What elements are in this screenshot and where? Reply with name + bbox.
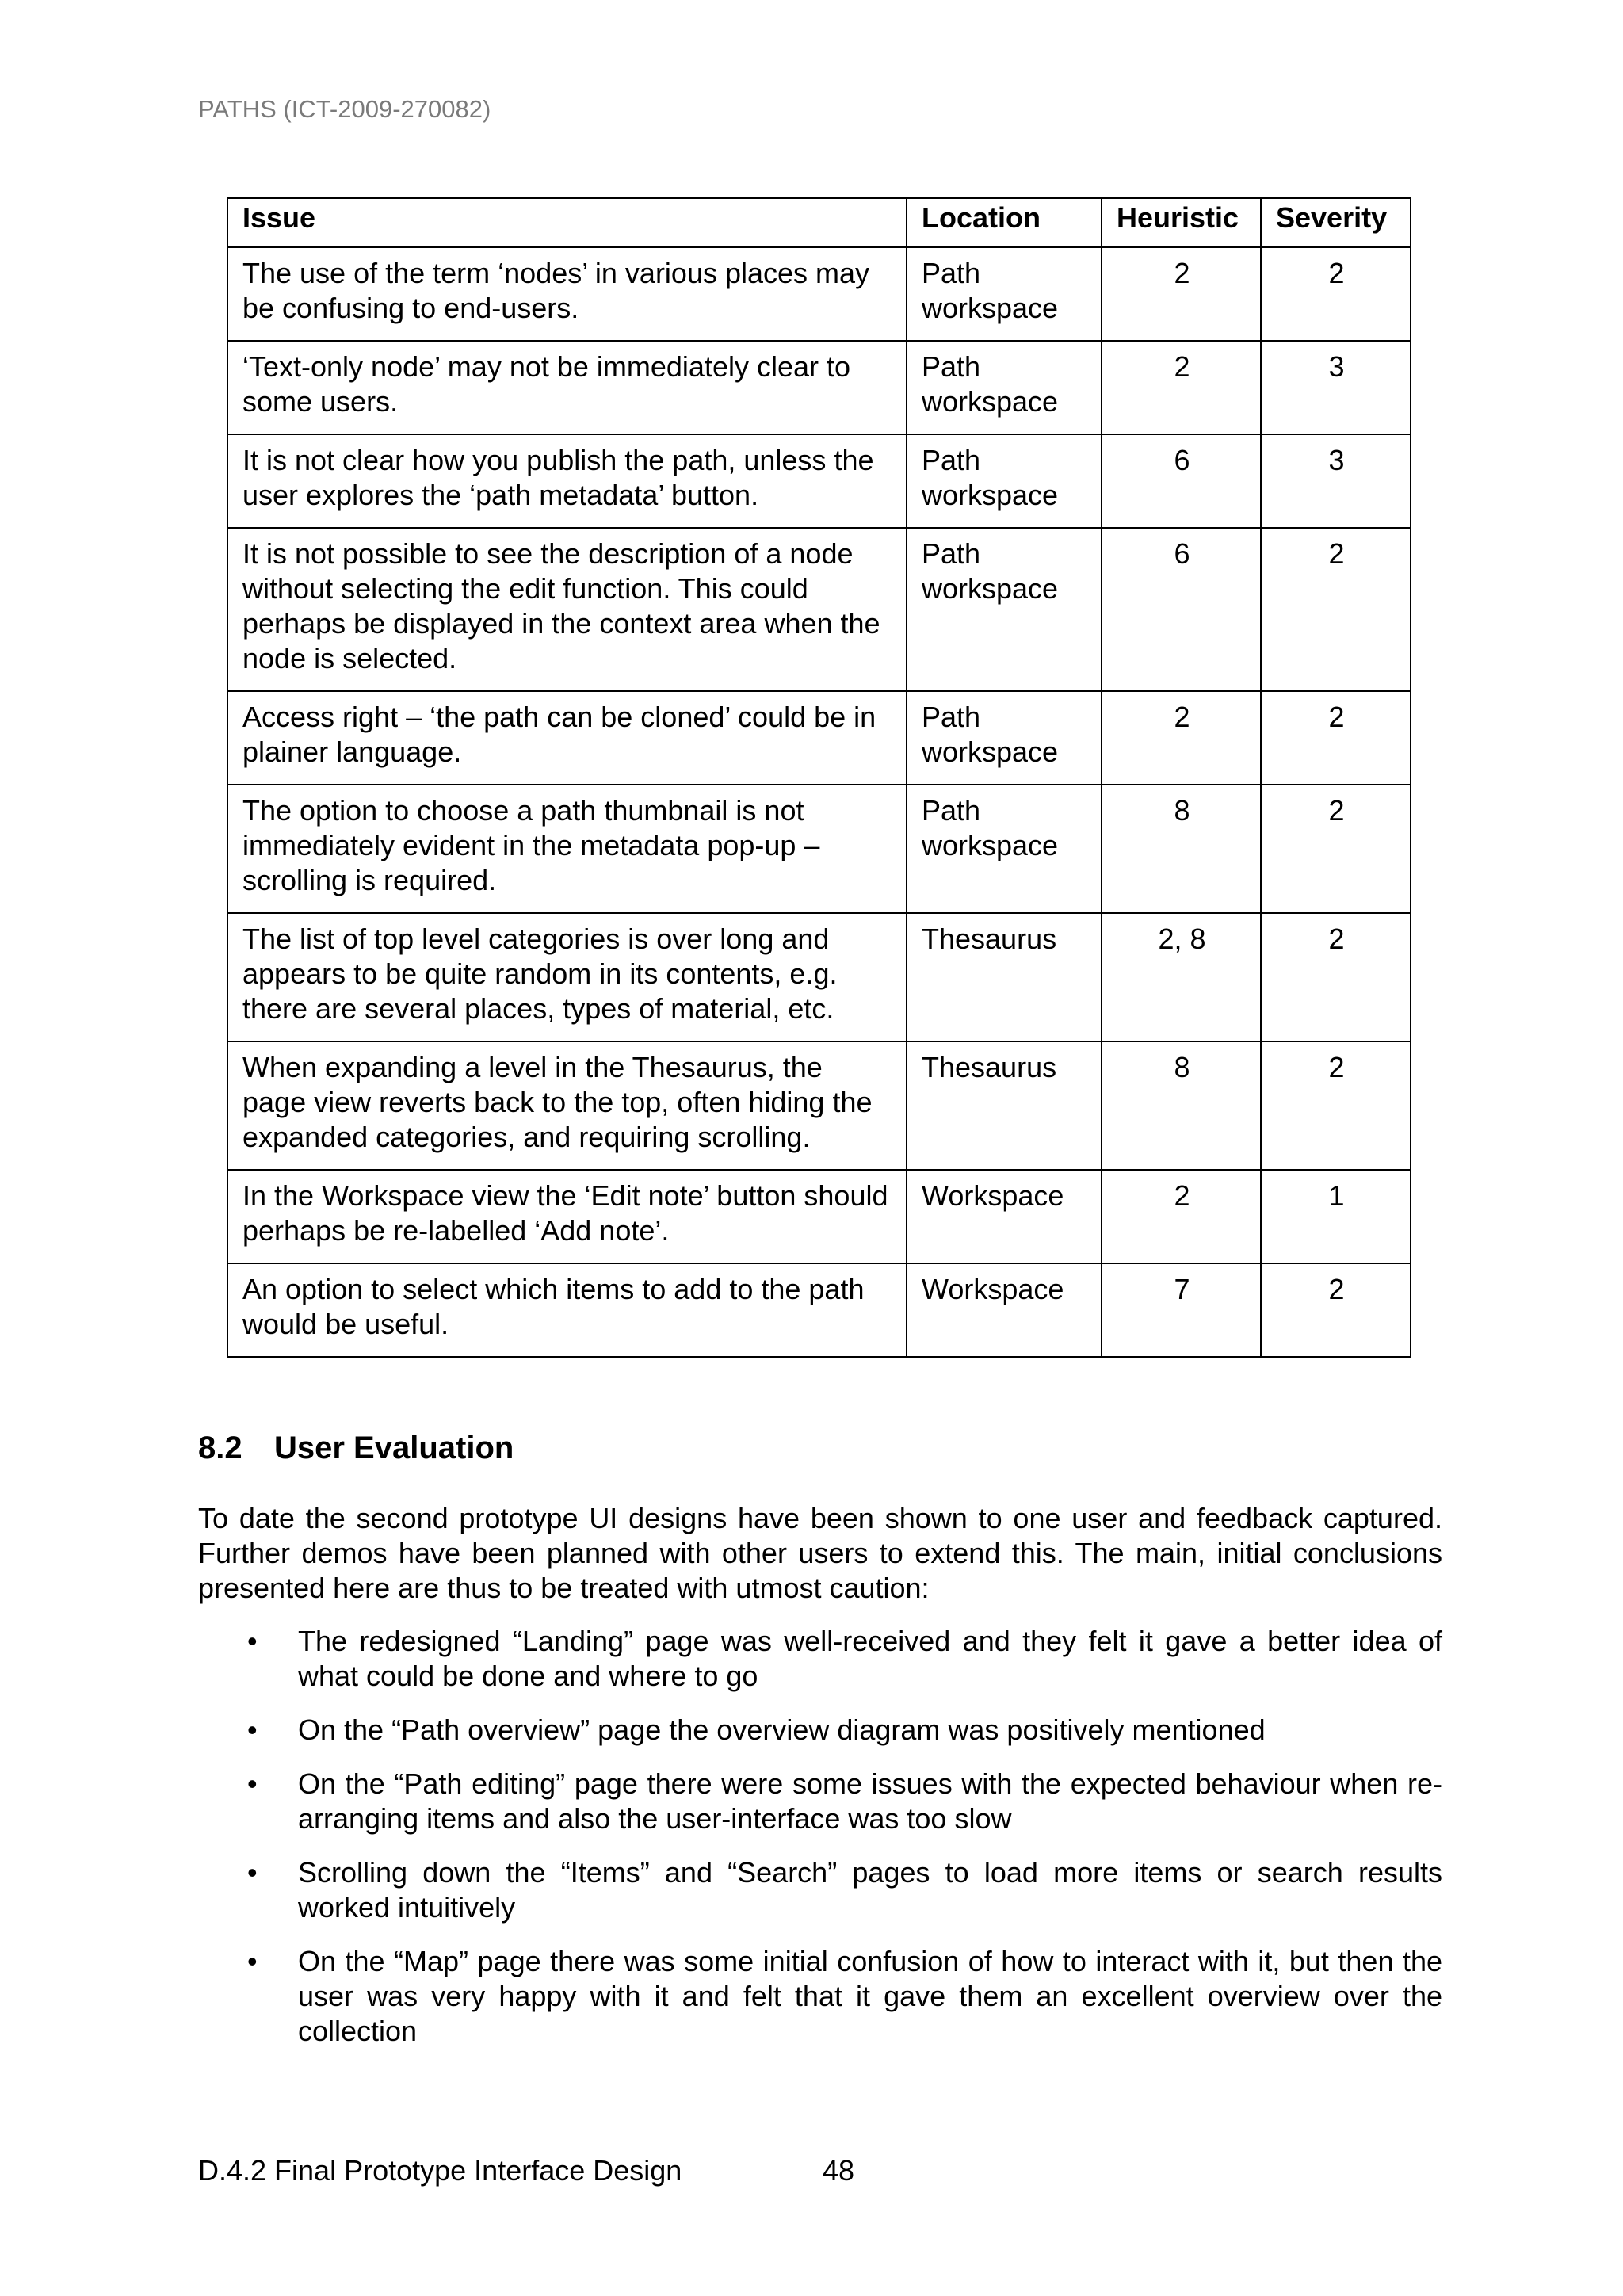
location-cell: Path workspace [907, 691, 1102, 785]
table-row [227, 1263, 1411, 1357]
severity-cell: 2 [1261, 785, 1411, 913]
findings-list [198, 1624, 1442, 2068]
severity-cell: 2 [1261, 913, 1411, 1041]
location-cell: Thesaurus [907, 913, 1102, 1041]
table-row [227, 1041, 1411, 1170]
severity-cell: 2 [1261, 1041, 1411, 1170]
issue-cell: It is not possible to see the description of a node without selecting the edit function. This could perhaps be displayed in the context area when the node is selected. [227, 528, 907, 691]
column-header-location: Location [907, 198, 1102, 247]
location-cell: Path workspace [907, 247, 1102, 341]
location-cell: Path workspace [907, 434, 1102, 528]
issue-cell: ‘Text-only node’ may not be immediately clear to some users. [227, 341, 907, 434]
table-row [227, 247, 1411, 341]
section-number: 8.2 [198, 1431, 242, 1465]
heuristic-cell: 6 [1102, 434, 1261, 528]
list-item [198, 1713, 1442, 1748]
severity-cell: 2 [1261, 691, 1411, 785]
heuristic-cell: 2 [1102, 691, 1261, 785]
list-item-text: Scrolling down the “Items” and “Search” pages to load more items or search results worked intuitively [298, 1856, 1442, 1924]
intro-paragraph: To date the second prototype UI designs have been shown to one user and feedback captured. Further demos have been planned with other users to extend this. The main, initial conclusions presented here are thus to be treated with utmost caution: [198, 1502, 1442, 1604]
severity-cell: 3 [1261, 341, 1411, 434]
heuristic-cell: 2, 8 [1102, 913, 1261, 1041]
heuristic-cell: 8 [1102, 1041, 1261, 1170]
location-cell: Workspace [907, 1170, 1102, 1263]
footer-document-title: D.4.2 Final Prototype Interface Design [198, 2154, 682, 2187]
list-item-text: On the “Path editing” page there were some issues with the expected behaviour when re-arranging items and also the user-interface was too slow [298, 1767, 1442, 1835]
list-item-text: On the “Path overview” page the overview diagram was positively mentioned [298, 1713, 1266, 1746]
severity-cell: 1 [1261, 1170, 1411, 1263]
bullet-icon: • [247, 1767, 258, 1800]
table-row [227, 1170, 1411, 1263]
list-item [198, 1767, 1442, 1836]
location-cell: Path workspace [907, 341, 1102, 434]
table-row [227, 528, 1411, 691]
footer-page-number: 48 [823, 2154, 855, 2187]
severity-cell: 2 [1261, 247, 1411, 341]
issue-cell: An option to select which items to add to the path would be useful. [227, 1263, 907, 1357]
section-heading [198, 1431, 514, 1466]
location-cell: Workspace [907, 1263, 1102, 1357]
issue-cell: The list of top level categories is over long and appears to be quite random in its contents, e.g. there are several places, types of material, etc. [227, 913, 907, 1041]
severity-cell: 3 [1261, 434, 1411, 528]
heuristic-cell: 2 [1102, 1170, 1261, 1263]
table-row [227, 913, 1411, 1041]
issue-cell: The option to choose a path thumbnail is not immediately evident in the metadata pop-up – scrolling is required. [227, 785, 907, 913]
column-header-heuristic: Heuristic [1102, 198, 1261, 247]
table-row [227, 691, 1411, 785]
bullet-icon: • [247, 1713, 258, 1746]
issue-cell: In the Workspace view the ‘Edit note’ button should perhaps be re-labelled ‘Add note’. [227, 1170, 907, 1263]
list-item-text: The redesigned “Landing” page was well-received and they felt it gave a better idea of what could be done and where to go [298, 1625, 1442, 1692]
issue-cell: When expanding a level in the Thesaurus, the page view reverts back to the top, often hiding the expanded categories, and requiring scrolling. [227, 1041, 907, 1170]
location-cell: Path workspace [907, 528, 1102, 691]
location-cell: Path workspace [907, 785, 1102, 913]
heuristic-cell: 2 [1102, 247, 1261, 341]
heuristic-issues-table [227, 197, 1411, 1358]
issue-cell: Access right – ‘the path can be cloned’ could be in plainer language. [227, 691, 907, 785]
bullet-icon: • [247, 1856, 258, 1889]
heuristic-cell: 7 [1102, 1263, 1261, 1357]
table-header-row [227, 198, 1411, 247]
issue-cell: The use of the term ‘nodes’ in various places may be confusing to end-users. [227, 247, 907, 341]
heuristic-cell: 8 [1102, 785, 1261, 913]
location-cell: Thesaurus [907, 1041, 1102, 1170]
table-row [227, 434, 1411, 528]
severity-cell: 2 [1261, 528, 1411, 691]
heuristic-cell: 6 [1102, 528, 1261, 691]
bullet-icon: • [247, 1625, 258, 1657]
table-row [227, 785, 1411, 913]
list-item-text: On the “Map” page there was some initial confusion of how to interact with it, but then the user was very happy with it and felt that it gave them an excellent overview over the collection [298, 1945, 1442, 2047]
section-title: User Evaluation [274, 1431, 514, 1465]
list-item [198, 1855, 1442, 1925]
list-item [198, 1944, 1442, 2049]
list-item [198, 1624, 1442, 1694]
bullet-icon: • [247, 1945, 258, 1977]
table-row [227, 341, 1411, 434]
column-header-issue: Issue [227, 198, 907, 247]
issue-cell: It is not clear how you publish the path, unless the user explores the ‘path metadata’ button. [227, 434, 907, 528]
running-header: PATHS (ICT-2009-270082) [198, 95, 491, 123]
severity-cell: 2 [1261, 1263, 1411, 1357]
heuristic-cell: 2 [1102, 341, 1261, 434]
column-header-severity: Severity [1261, 198, 1411, 247]
